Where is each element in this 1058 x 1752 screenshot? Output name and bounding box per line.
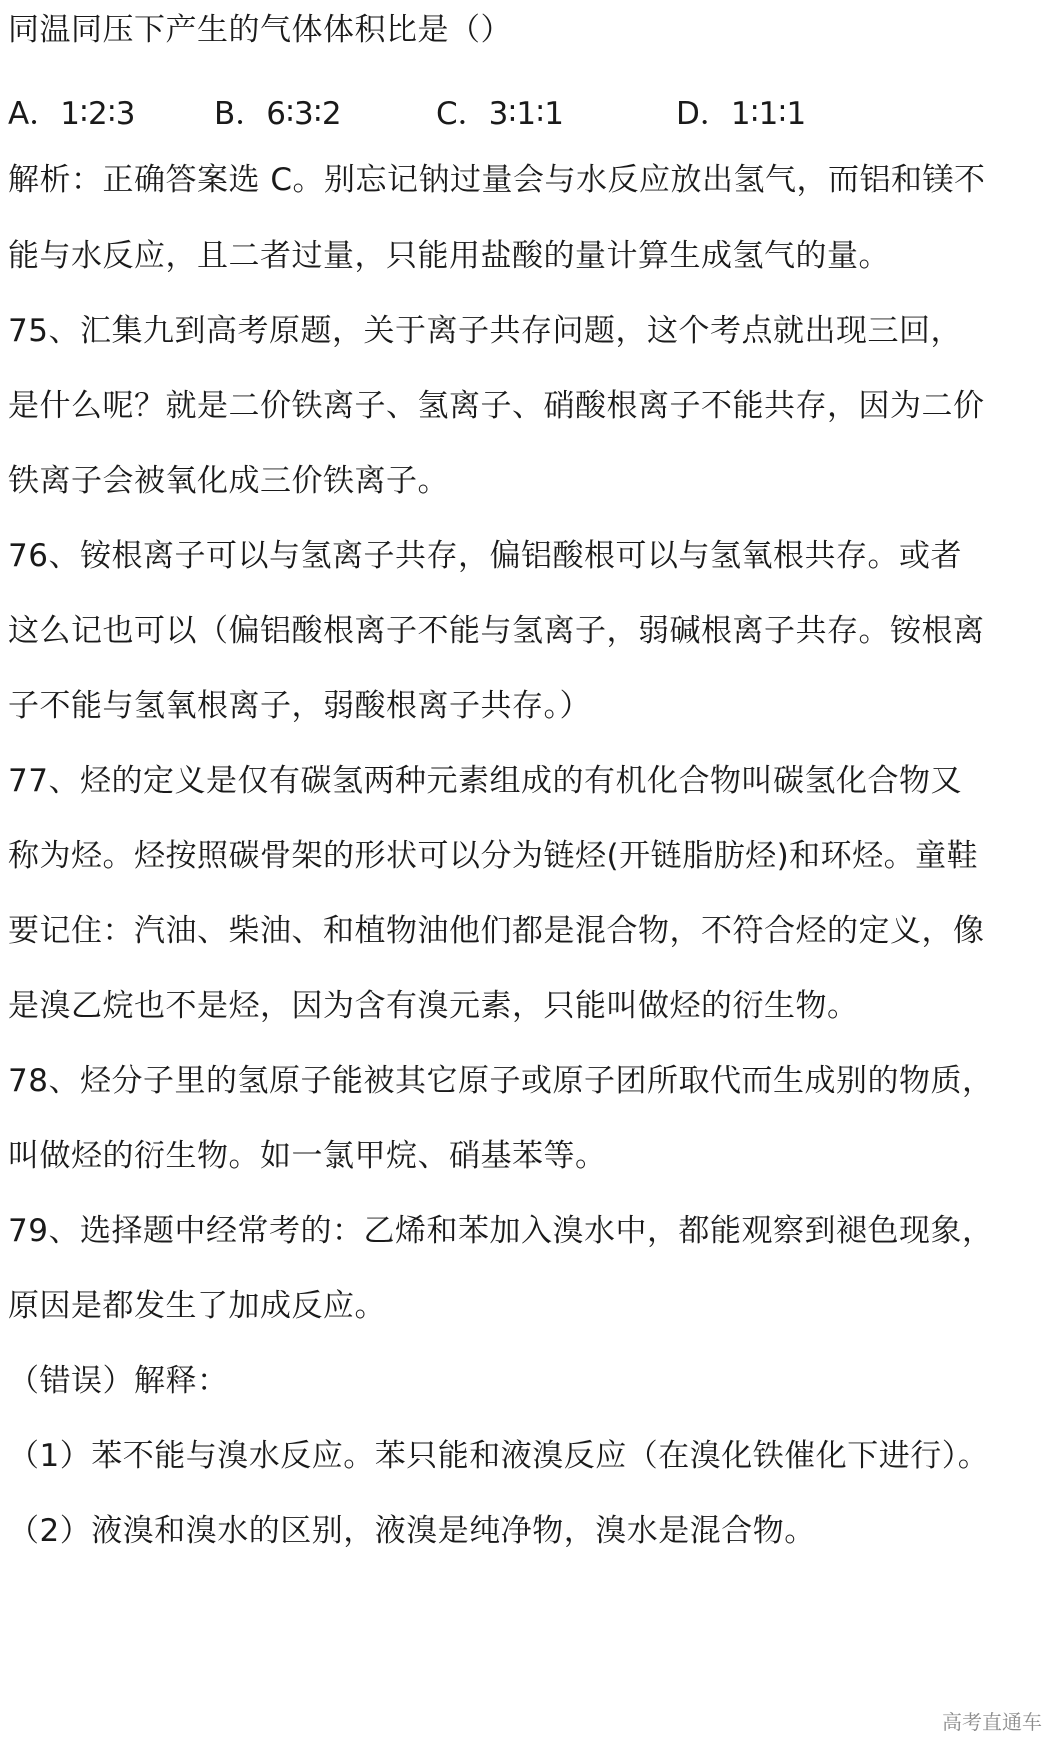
text-line: 77、烃的定义是仅有碳氢两种元素组成的有机化合物叫碳氢化合物又 xyxy=(8,763,962,799)
option-b: B．6∶3∶2 xyxy=(214,96,342,132)
text-line: 解析：正确答案选 C。别忘记钠过量会与水反应放出氢气，而铝和镁不 xyxy=(8,162,986,198)
watermark: 高考直通车 xyxy=(942,1710,1042,1734)
text-line: 能与水反应，且二者过量，只能用盐酸的量计算生成氢气的量。 xyxy=(8,238,890,274)
text-line: 原因是都发生了加成反应。 xyxy=(8,1288,386,1324)
text-line: 是什么呢？就是二价铁离子、氢离子、硝酸根离子不能共存，因为二价 xyxy=(8,388,985,424)
text-line: 子不能与氢氧根离子，弱酸根离子共存。） xyxy=(8,688,591,724)
text-line: 78、烃分子里的氢原子能被其它原子或原子团所取代而生成别的物质， xyxy=(8,1063,994,1099)
text-line: 要记住：汽油、柴油、和植物油他们都是混合物，不符合烃的定义，像 xyxy=(8,913,985,949)
text-line: 叫做烃的衍生物。如一氯甲烷、硝基苯等。 xyxy=(8,1138,607,1174)
text-line: 这么记也可以（偏铝酸根离子不能与氢离子，弱碱根离子共存。铵根离 xyxy=(8,613,985,649)
option-c: C．3∶1∶1 xyxy=(436,96,564,132)
option-a: A．1∶2∶3 xyxy=(8,96,136,132)
text-line: 称为烃。烃按照碳骨架的形状可以分为链烃(开链脂肪烃)和环烃。童鞋 xyxy=(8,838,979,874)
text-line: （1）苯不能与溴水反应。苯只能和液溴反应（在溴化铁催化下进行）。 xyxy=(8,1438,990,1474)
text-line: 75、汇集九到高考原题，关于离子共存问题，这个考点就出现三回， xyxy=(8,313,962,349)
question-stem: 同温同压下产生的气体体积比是（） xyxy=(8,12,512,48)
text-line: 是溴乙烷也不是烃，因为含有溴元素，只能叫做烃的衍生物。 xyxy=(8,988,859,1024)
text-line: 79、选择题中经常考的：乙烯和苯加入溴水中，都能观察到褪色现象， xyxy=(8,1213,994,1249)
text-line: （错误）解释： xyxy=(8,1363,229,1399)
text-line: 76、铵根离子可以与氢离子共存，偏铝酸根可以与氢氧根共存。或者 xyxy=(8,538,962,574)
option-d: D．1∶1∶1 xyxy=(676,96,807,132)
text-line: 铁离子会被氧化成三价铁离子。 xyxy=(8,463,449,499)
text-line: （2）液溴和溴水的区别，液溴是纯净物，溴水是混合物。 xyxy=(8,1513,816,1549)
